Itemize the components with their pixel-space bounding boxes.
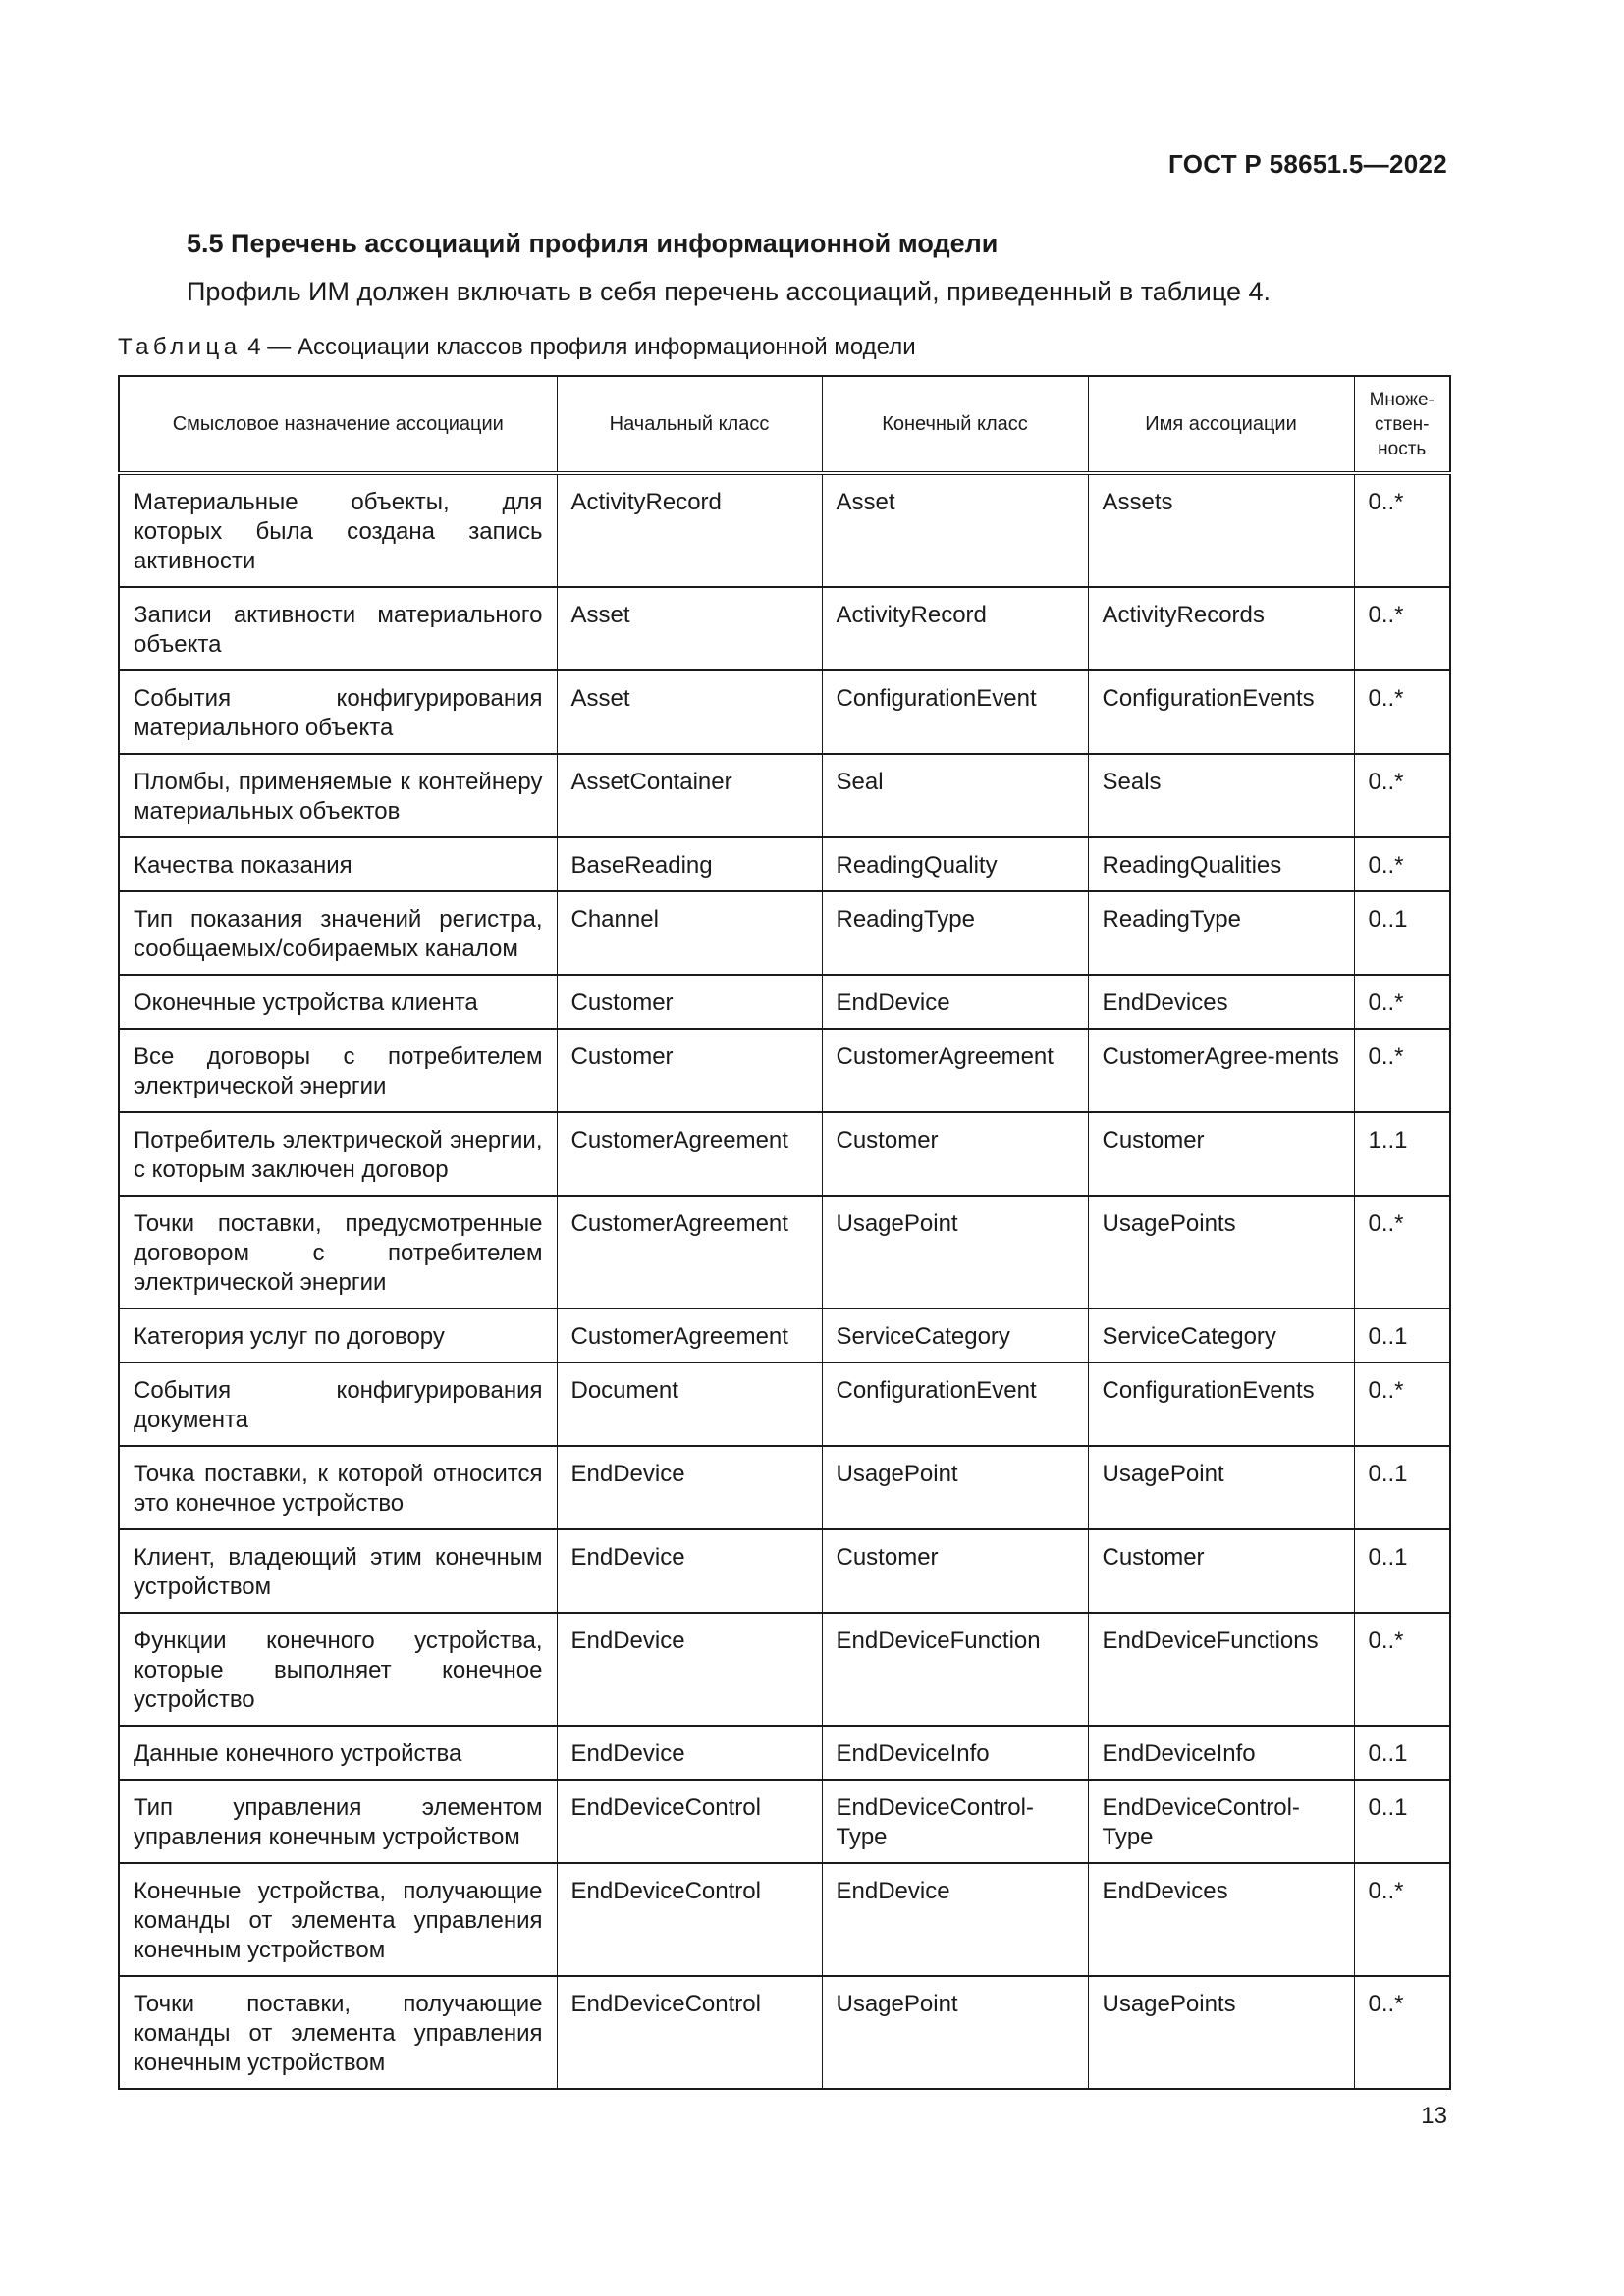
purpose-cell: События конфигурирования материального объекта [119, 670, 557, 754]
purpose-cell: Точки поставки, предусмотренные договором с потребителем электрической энергии [119, 1196, 557, 1308]
source-class-cell: BaseReading [557, 837, 822, 891]
source-class-cell: EndDevice [557, 1446, 822, 1529]
table-row [119, 1726, 1450, 1780]
table-caption [118, 334, 916, 361]
source-class-cell: Channel [557, 891, 822, 975]
target-class-cell: ServiceCategory [822, 1308, 1088, 1362]
multiplicity-cell: 1..1 [1354, 1112, 1450, 1196]
table-row [119, 1613, 1450, 1726]
multiplicity-cell: 0..1 [1354, 1780, 1450, 1863]
table-row [119, 754, 1450, 837]
table-body [119, 473, 1450, 2089]
multiplicity-cell: 0..* [1354, 587, 1450, 670]
source-class-cell: ActivityRecord [557, 473, 822, 587]
column-header-purpose: Смысловое назначение ассоциации [119, 376, 557, 473]
table-row [119, 1976, 1450, 2089]
table-header-row [119, 376, 1450, 473]
association-name-cell: Customer [1088, 1112, 1354, 1196]
target-class-cell: CustomerAgreement [822, 1029, 1088, 1112]
association-name-cell: EndDeviceFunctions [1088, 1613, 1354, 1726]
target-class-cell: EndDevice [822, 1863, 1088, 1976]
multiplicity-cell: 0..* [1354, 837, 1450, 891]
association-name-cell: ServiceCategory [1088, 1308, 1354, 1362]
association-name-cell: EndDeviceInfo [1088, 1726, 1354, 1780]
source-class-cell: Asset [557, 587, 822, 670]
purpose-cell: Функции конечного устройства, которые выполняет конечное устройство [119, 1613, 557, 1726]
intro-paragraph: Профиль ИМ должен включать в себя перечень ассоциаций, приведенный в таблице 4. [187, 277, 1272, 306]
association-name-cell: Seals [1088, 754, 1354, 837]
association-name-cell: CustomerAgree-ments [1088, 1029, 1354, 1112]
multiplicity-cell: 0..* [1354, 754, 1450, 837]
associations-table [118, 375, 1451, 2090]
table-row [119, 587, 1450, 670]
source-class-cell: AssetContainer [557, 754, 822, 837]
table-caption-text: 4 — Ассоциации классов профиля информационной модели [241, 334, 916, 360]
document-code: ГОСТ Р 58651.5—2022 [1168, 149, 1447, 179]
purpose-cell: Пломбы, применяемые к контейнеру материальных объектов [119, 754, 557, 837]
target-class-cell: EndDeviceInfo [822, 1726, 1088, 1780]
target-class-cell: Customer [822, 1529, 1088, 1613]
table-row [119, 975, 1450, 1029]
target-class-cell: ConfigurationEvent [822, 1362, 1088, 1446]
target-class-cell: ActivityRecord [822, 587, 1088, 670]
table-row [119, 670, 1450, 754]
association-name-cell: ReadingQualities [1088, 837, 1354, 891]
column-header-target-class: Конечный класс [822, 376, 1088, 473]
source-class-cell: EndDeviceControl [557, 1863, 822, 1976]
column-header-multiplicity: Множе-ствен-ность [1354, 376, 1450, 473]
multiplicity-cell: 0..* [1354, 1029, 1450, 1112]
target-class-cell: ReadingQuality [822, 837, 1088, 891]
target-class-cell: UsagePoint [822, 1446, 1088, 1529]
table-row [119, 1196, 1450, 1308]
association-name-cell: Customer [1088, 1529, 1354, 1613]
multiplicity-cell: 0..* [1354, 1863, 1450, 1976]
purpose-cell: Тип показания значений регистра, сообщаемых/собираемых каналом [119, 891, 557, 975]
source-class-cell: EndDevice [557, 1529, 822, 1613]
column-header-source-class: Начальный класс [557, 376, 822, 473]
target-class-cell: Asset [822, 473, 1088, 587]
source-class-cell: EndDevice [557, 1726, 822, 1780]
multiplicity-cell: 0..* [1354, 1976, 1450, 2089]
target-class-cell: ConfigurationEvent [822, 670, 1088, 754]
source-class-cell: EndDevice [557, 1613, 822, 1726]
purpose-cell: Все договоры с потребителем электрической энергии [119, 1029, 557, 1112]
source-class-cell: Customer [557, 975, 822, 1029]
multiplicity-cell: 0..* [1354, 1362, 1450, 1446]
purpose-cell: Качества показания [119, 837, 557, 891]
association-name-cell: EndDevices [1088, 1863, 1354, 1976]
association-name-cell: EndDevices [1088, 975, 1354, 1029]
table-row [119, 891, 1450, 975]
multiplicity-cell: 0..1 [1354, 1529, 1450, 1613]
association-name-cell: UsagePoints [1088, 1196, 1354, 1308]
association-name-cell: Assets [1088, 473, 1354, 587]
multiplicity-cell: 0..* [1354, 670, 1450, 754]
purpose-cell: Записи активности материального объекта [119, 587, 557, 670]
column-header-association-name: Имя ассоциации [1088, 376, 1354, 473]
source-class-cell: CustomerAgreement [557, 1196, 822, 1308]
table-row [119, 473, 1450, 587]
association-name-cell: ReadingType [1088, 891, 1354, 975]
table-row [119, 1112, 1450, 1196]
purpose-cell: Тип управления элементом управления конечным устройством [119, 1780, 557, 1863]
purpose-cell: Материальные объекты, для которых была создана запись активности [119, 473, 557, 587]
target-class-cell: EndDeviceFunction [822, 1613, 1088, 1726]
association-name-cell: UsagePoints [1088, 1976, 1354, 2089]
purpose-cell: Конечные устройства, получающие команды от элемента управления конечным устройством [119, 1863, 557, 1976]
purpose-cell: События конфигурирования документа [119, 1362, 557, 1446]
association-name-cell: ConfigurationEvents [1088, 1362, 1354, 1446]
source-class-cell: EndDeviceControl [557, 1976, 822, 2089]
multiplicity-cell: 0..* [1354, 1196, 1450, 1308]
table-caption-label: Таблица [118, 334, 242, 360]
target-class-cell: ReadingType [822, 891, 1088, 975]
target-class-cell: UsagePoint [822, 1196, 1088, 1308]
table-row [119, 1308, 1450, 1362]
target-class-cell: UsagePoint [822, 1976, 1088, 2089]
source-class-cell: CustomerAgreement [557, 1112, 822, 1196]
purpose-cell: Данные конечного устройства [119, 1726, 557, 1780]
purpose-cell: Потребитель электрической энергии, с которым заключен договор [119, 1112, 557, 1196]
association-name-cell: ActivityRecords [1088, 587, 1354, 670]
multiplicity-cell: 0..* [1354, 975, 1450, 1029]
purpose-cell: Точки поставки, получающие команды от элемента управления конечным устройством [119, 1976, 557, 2089]
target-class-cell: Customer [822, 1112, 1088, 1196]
purpose-cell: Точка поставки, к которой относится это конечное устройство [119, 1446, 557, 1529]
multiplicity-cell: 0..* [1354, 473, 1450, 587]
table-row [119, 1529, 1450, 1613]
page-number: 13 [1421, 2103, 1447, 2129]
target-class-cell: EndDeviceControl-Type [822, 1780, 1088, 1863]
target-class-cell: EndDevice [822, 975, 1088, 1029]
multiplicity-cell: 0..1 [1354, 1308, 1450, 1362]
table-row [119, 837, 1450, 891]
multiplicity-cell: 0..1 [1354, 1446, 1450, 1529]
source-class-cell: CustomerAgreement [557, 1308, 822, 1362]
source-class-cell: Customer [557, 1029, 822, 1112]
table-row [119, 1863, 1450, 1976]
purpose-cell: Категория услуг по договору [119, 1308, 557, 1362]
target-class-cell: Seal [822, 754, 1088, 837]
table-row [119, 1362, 1450, 1446]
table-row [119, 1029, 1450, 1112]
association-name-cell: UsagePoint [1088, 1446, 1354, 1529]
table-row [119, 1446, 1450, 1529]
purpose-cell: Клиент, владеющий этим конечным устройством [119, 1529, 557, 1613]
section-title: 5.5 Перечень ассоциаций профиля информационной модели [187, 229, 999, 258]
association-name-cell: EndDeviceControl-Type [1088, 1780, 1354, 1863]
table-row [119, 1780, 1450, 1863]
source-class-cell: Asset [557, 670, 822, 754]
association-name-cell: ConfigurationEvents [1088, 670, 1354, 754]
multiplicity-cell: 0..1 [1354, 1726, 1450, 1780]
source-class-cell: EndDeviceControl [557, 1780, 822, 1863]
multiplicity-cell: 0..1 [1354, 891, 1450, 975]
purpose-cell: Оконечные устройства клиента [119, 975, 557, 1029]
source-class-cell: Document [557, 1362, 822, 1446]
multiplicity-cell: 0..* [1354, 1613, 1450, 1726]
